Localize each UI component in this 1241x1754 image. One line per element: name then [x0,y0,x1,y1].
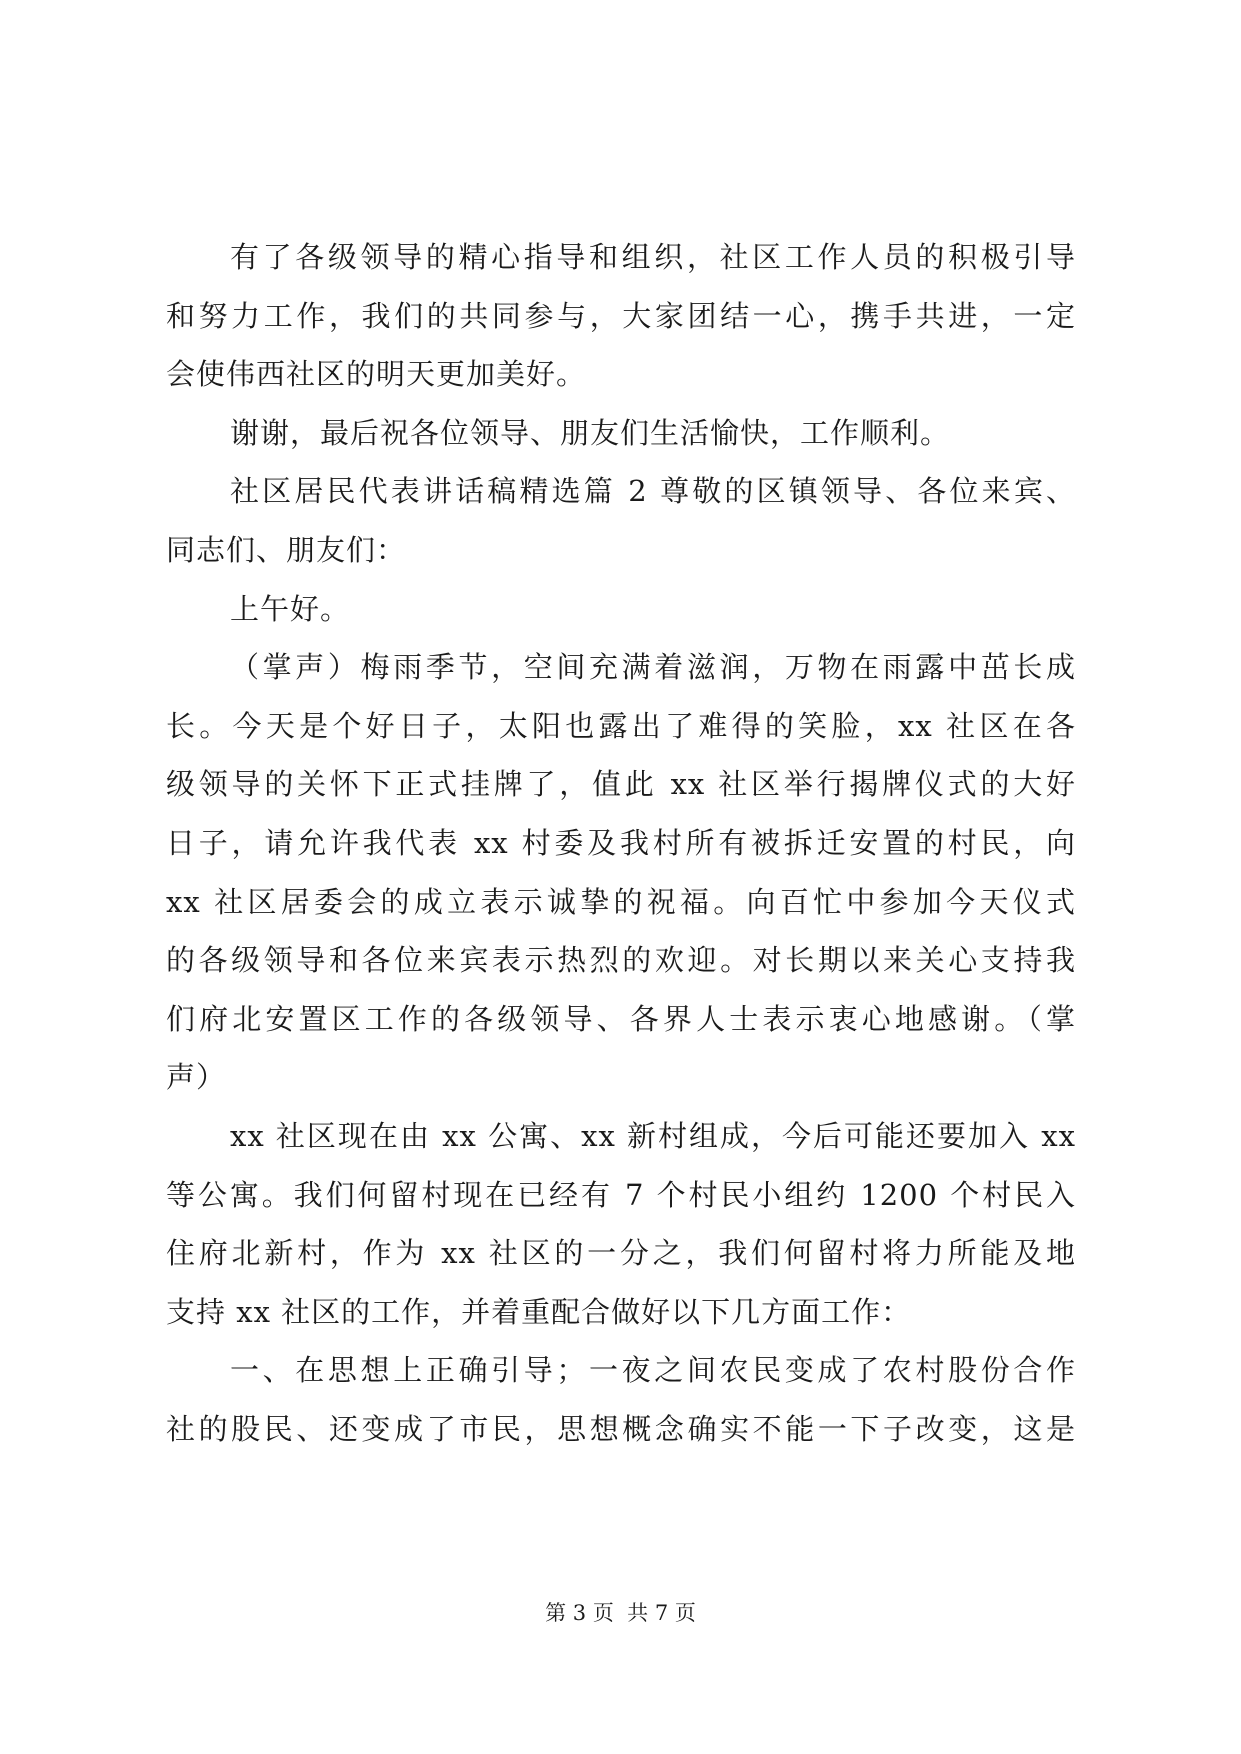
text-line: 上午好。 [230,591,351,626]
text-line: （掌声）梅雨季节，空间充满着滋润，万物在雨露中茁长成 [230,650,1076,685]
text-line: 的各级领导和各位来宾表示热烈的欢迎。对长期以来关心支持我 [166,943,1076,978]
document-body [166,228,1076,1458]
text-line: 社的股民、还变成了市民，思想概念确实不能一下子改变，这是 [166,1411,1076,1446]
text-line: 住府北新村，作为 xx 社区的一分之，我们何留村将力所能及地 [166,1236,1076,1271]
text-line: 长。今天是个好日子，太阳也露出了难得的笑脸，xx 社区在各 [166,708,1076,743]
text-line: 同志们、朋友们： [166,532,407,567]
text-line: 有了各级领导的精心指导和组织，社区工作人员的积极引导 [230,240,1076,274]
text-line: 会使伟西社区的明天更加美好。 [166,357,587,392]
text-line: 和努力工作，我们的共同参与，大家团结一心，携手共进，一定 [166,298,1076,333]
text-line: 等公寓。我们何留村现在已经有 7 个村民小组约 1200 个村民入 [166,1177,1076,1212]
text-line: 社区居民代表讲话稿精选篇 2 尊敬的区镇领导、各位来宾、 [230,474,1076,509]
text-line: 支持 xx 社区的工作，并着重配合做好以下几方面工作： [166,1294,912,1329]
text-line: 日子，请允许我代表 xx 村委及我村所有被拆迁安置的村民，向 [166,825,1076,860]
text-line: 们府北安置区工作的各级领导、各界人士表示衷心地感谢。（掌 [166,1001,1076,1036]
text-line: 一、在思想上正确引导；一夜之间农民变成了农村股份合作 [230,1353,1076,1388]
text-line: 声） [166,1060,227,1095]
text-line: xx 社区居委会的成立表示诚挚的祝福。向百忙中参加今天仪式 [166,884,1076,919]
text-line: 级领导的关怀下正式挂牌了，值此 xx 社区举行揭牌仪式的大好 [166,767,1076,802]
page-footer: 第 3 页 共 7 页 [545,1601,696,1625]
text-line: xx 社区现在由 xx 公寓、xx 新村组成，今后可能还要加入 xx [230,1118,1076,1153]
text-line: 谢谢，最后祝各位领导、朋友们生活愉快，工作顺利。 [230,415,951,450]
